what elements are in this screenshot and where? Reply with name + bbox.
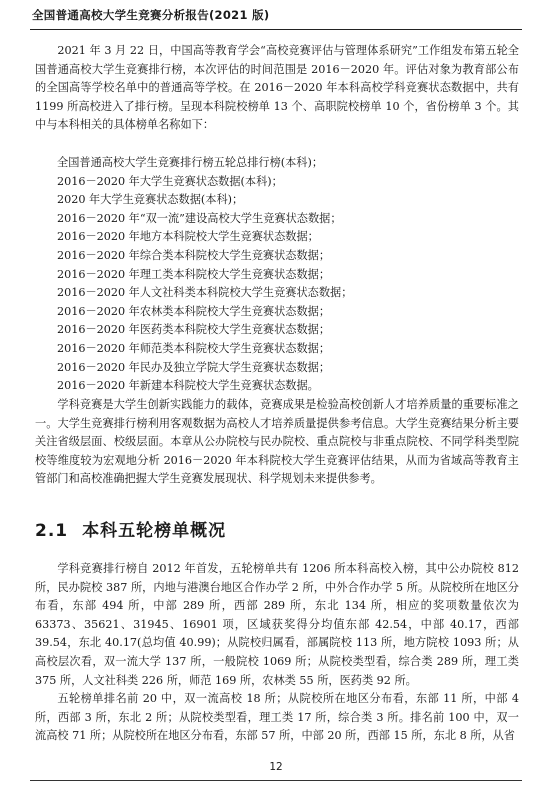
ranking-list-item: 2020 年大学生竞赛状态数据(本科)； bbox=[57, 193, 244, 207]
ranking-list-item: 2016－2020 年医药类本科院校大学生竞赛状态数据； bbox=[57, 323, 331, 337]
ranking-list-item: 2016－2020 年理工类本科院校大学生竞赛状态数据； bbox=[57, 267, 331, 281]
ranking-list-item: 2016－2020 年人文社科类本科院校大学生竞赛状态数据； bbox=[57, 286, 353, 300]
purpose-paragraph-block bbox=[35, 396, 519, 489]
ranking-list-item: 2016－2020 年地方本科院校大学生竞赛状态数据； bbox=[57, 230, 319, 244]
section-number: 2.1 bbox=[35, 521, 69, 541]
section-paragraph-2: 五轮榜单排名前 20 中，双一流高校 18 所；从院校所在地区分布看，东部 11 所，中部 4 所，西部 3 所，东北 2 所；从院校类型看，理工类 17 所，综合类 3 所。排名前 100 中，双一流高校 71 所；从院校所在地区分布看，东部 57 所，中部 20 所，西部 15 所，东北 8 所，从省 bbox=[35, 692, 519, 743]
ranking-list-item: 2016－2020 年农林类本科院校大学生竞赛状态数据； bbox=[57, 304, 331, 318]
section-title: 本科五轮榜单概况 bbox=[82, 521, 227, 541]
footer-rule bbox=[30, 780, 522, 781]
ranking-list-item: 2016－2020 年民办及独立学院大学生竞赛状态数据； bbox=[57, 360, 331, 374]
ranking-list-item: 2016－2020 年新建本科院校大学生竞赛状态数据。 bbox=[57, 379, 319, 393]
section-body bbox=[35, 560, 519, 746]
ranking-list-item: 2016－2020 年师范类本科院校大学生竞赛状态数据； bbox=[57, 341, 331, 355]
ranking-list-item: 全国普通高校大学生竞赛排行榜五轮总排行榜(本科)； bbox=[57, 156, 324, 169]
section-paragraph-1: 学科竞赛排行榜自 2012 年首发，五轮榜单共有 1206 所本科高校入榜，其中公办院校 812 所，民办院校 387 所，内地与港澳台地区合作办学 2 所，中外合作办学 5 所。从院校所在地区分布看，东部 494 所，中部 289 所，西部 289 所，东北 134 所，相应的奖项数量依次为 63373、35621、31945、16901 项，区域获奖得分均值东部 42.54，中部 40.17，西部 39.54，东北 40.17(总均值 40.99)；从院校归属看，部属院校 113 所，地方院校 1093 所；从高校层次看，双一流大学 137 所，一般院校 1069 所；从院校类型看，综合类 289 所，理工类 375 所，人文社科类 226 所，师范 169 所，农林类 55 所，医药类 92 所。 bbox=[35, 562, 519, 687]
intro-paragraph: 2021 年 3 月 22 日，中国高等教育学会“高校竞赛评估与管理体系研究”工作组发布第五轮全国普通高校大学生竞赛排行榜，本次评估的时间范围是 2016－2020 年。评估对象为教育部公布的全国高等学校名单中的普通高等学校。在 2016－2020 年本科高校学科竞赛状态数据中，共有 1199 所高校进入了排行榜。呈现本科院校榜单 13 个、高职院校榜单 10 个，省份榜单 3 个。其中与本科相关的具体榜单名称如下： bbox=[35, 44, 519, 132]
ranking-list bbox=[35, 154, 519, 396]
running-head: 全国普通高校大学生竞赛分析报告(2021 版) bbox=[32, 8, 270, 22]
ranking-list-item: 2016－2020 年综合类本科院校大学生竞赛状态数据； bbox=[57, 248, 331, 262]
ranking-list-item: 2016－2020 年大学生竞赛状态数据(本科)； bbox=[57, 174, 283, 188]
purpose-paragraph: 学科竞赛是大学生创新实践能力的载体，竞赛成果是检验高校创新人才培养质量的重要标准之一。大学生竞赛排行榜利用客观数据为高校人才培养质量提供参考信息。大学生竞赛结果分析主要关注省级层面、校级层面。本章从公办院校与民办院校、重点院校与非重点院校、不同学科类型院校等维度较为宏观地分析 2016－2020 年本科院校大学生竞赛评估结果，从而为省域高等教育主管部门和高校准确把握大学生竞赛发展现状、科学规划未来提供参考。 bbox=[35, 398, 519, 486]
ranking-list-item: 2016－2020 年“双一流”建设高校大学生竞赛状态数据； bbox=[57, 211, 342, 225]
intro-paragraph-block bbox=[35, 42, 519, 135]
header-rule bbox=[30, 29, 522, 30]
section-heading bbox=[35, 516, 226, 541]
page-number: 12 bbox=[269, 761, 283, 773]
